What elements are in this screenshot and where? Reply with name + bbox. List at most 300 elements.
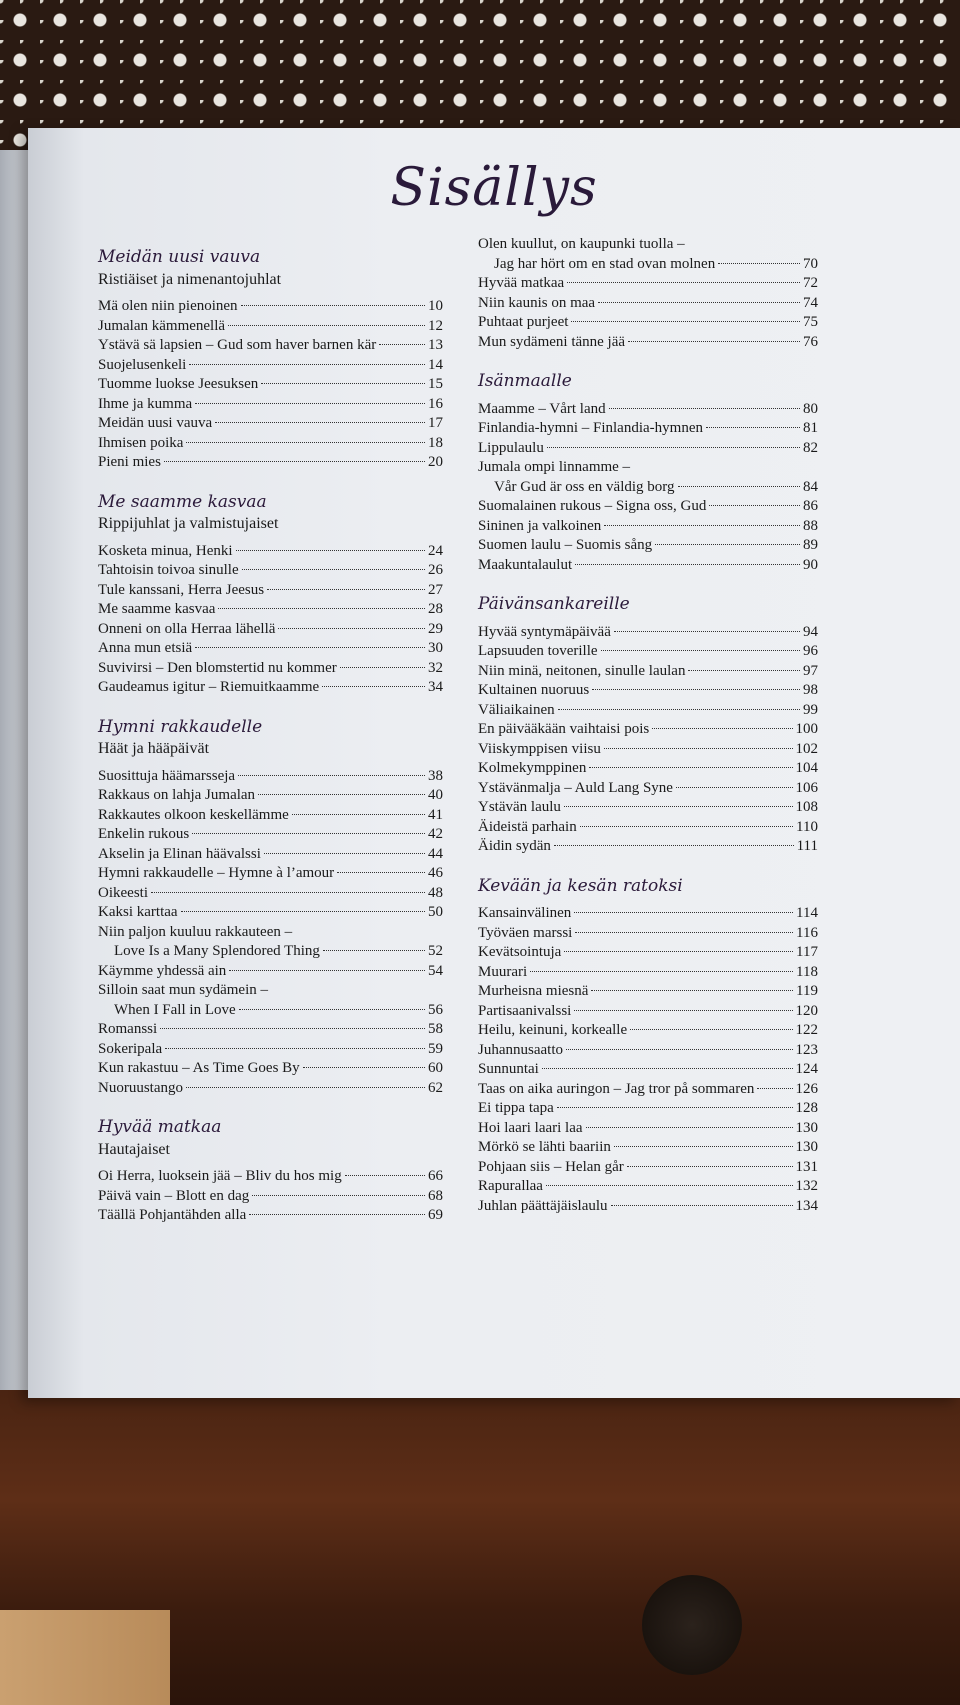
dot-leader bbox=[228, 325, 425, 326]
entry-title: Taas on aika auringon – Jag tror på sommaren bbox=[478, 1080, 755, 1097]
entry-title: Kaksi karttaa bbox=[98, 904, 178, 920]
page-number: 80 bbox=[803, 400, 818, 417]
page-number: 32 bbox=[428, 659, 443, 676]
toc-entry bbox=[98, 806, 443, 826]
entry-title: Ystävänmalja – Auld Lang Syne bbox=[478, 779, 673, 796]
entry-title: Vår Gud är oss en väldig borg bbox=[494, 478, 675, 495]
entry-title: Väliaikainen bbox=[478, 701, 555, 718]
entry-title: Nuoruustango bbox=[98, 1079, 183, 1096]
entry-title: Silloin saat mun sydämein – bbox=[98, 982, 268, 998]
toc-entry bbox=[98, 884, 443, 904]
toc-entry bbox=[478, 623, 818, 643]
entry-title: Kevätsointuja bbox=[478, 944, 562, 960]
page-number: 24 bbox=[428, 542, 443, 559]
entry-title: Meidän uusi vauva bbox=[98, 415, 213, 431]
entry-title: En päivääkään vaihtaisi pois bbox=[478, 721, 650, 737]
toc-entry bbox=[98, 395, 443, 415]
dot-leader bbox=[688, 670, 800, 671]
page-number: 110 bbox=[796, 818, 818, 835]
page-number: 40 bbox=[428, 787, 443, 803]
page-number: 88 bbox=[803, 517, 818, 534]
toc-entry bbox=[478, 1099, 818, 1119]
toc-entry bbox=[478, 1197, 818, 1217]
page-number: 30 bbox=[428, 640, 443, 656]
entry-title: Enkelin rukous bbox=[98, 826, 190, 842]
page-number: 81 bbox=[803, 420, 818, 436]
dot-leader bbox=[252, 1195, 425, 1196]
toc-entry bbox=[478, 924, 818, 944]
entry-title: Pieni mies bbox=[98, 454, 161, 470]
page-number: 58 bbox=[428, 1021, 443, 1037]
entry-title: Akselin ja Elinan häävalssi bbox=[98, 845, 261, 862]
toc-entry bbox=[478, 740, 818, 760]
toc-entry bbox=[98, 542, 443, 562]
toc-entry bbox=[478, 439, 818, 459]
toc-entry bbox=[478, 904, 818, 924]
toc-entry bbox=[478, 497, 818, 517]
dot-leader bbox=[379, 344, 425, 345]
toc-entry bbox=[478, 701, 818, 721]
dot-leader bbox=[628, 341, 800, 342]
page-number: 60 bbox=[428, 1060, 443, 1076]
dot-leader bbox=[258, 794, 425, 795]
entry-title: Rakkaus on lahja Jumalan bbox=[98, 787, 256, 803]
page-number: 94 bbox=[803, 623, 818, 640]
entry-title: Mörkö se lähti baariin bbox=[478, 1139, 611, 1155]
toc-entry bbox=[478, 235, 818, 255]
page-number: 42 bbox=[428, 826, 443, 842]
dot-leader bbox=[601, 650, 800, 651]
page-number: 111 bbox=[796, 838, 818, 854]
page-number: 46 bbox=[428, 865, 443, 881]
page-number: 48 bbox=[428, 884, 443, 901]
page-number: 124 bbox=[795, 1061, 818, 1077]
toc-section bbox=[478, 877, 818, 1217]
toc-entry bbox=[98, 620, 443, 640]
dot-leader bbox=[530, 971, 793, 972]
dot-leader bbox=[757, 1088, 792, 1089]
dot-leader bbox=[554, 845, 794, 846]
dot-leader bbox=[236, 550, 425, 551]
entry-title: Murheisna miesnä bbox=[478, 983, 589, 999]
page-number: 114 bbox=[796, 905, 818, 921]
page-number: 12 bbox=[428, 317, 443, 334]
page-number: 14 bbox=[428, 356, 443, 373]
dot-leader bbox=[337, 872, 425, 873]
toc-entry bbox=[478, 837, 818, 857]
page-number: 100 bbox=[795, 721, 818, 737]
entry-title: Hymni rakkaudelle – Hymne à l’amour bbox=[98, 865, 335, 881]
dot-leader bbox=[218, 608, 425, 609]
entry-title: Suojelusenkeli bbox=[98, 356, 187, 373]
entry-title: Onneni on olla Herraa lähellä bbox=[98, 620, 276, 637]
entry-title: Gaudeamus igitur – Riemuitkaamme bbox=[98, 679, 320, 695]
entry-title: Love Is a Many Splendored Thing bbox=[114, 943, 320, 959]
page-number: 70 bbox=[803, 255, 818, 272]
toc-entry bbox=[478, 1138, 818, 1158]
page-number: 90 bbox=[803, 556, 818, 573]
page-number: 97 bbox=[803, 662, 818, 679]
entry-title: Heilu, keinuni, korkealle bbox=[478, 1022, 628, 1038]
page-number: 120 bbox=[795, 1002, 818, 1019]
dot-leader bbox=[627, 1166, 793, 1167]
toc-entry bbox=[478, 1080, 818, 1100]
toc-entry bbox=[478, 779, 818, 799]
entry-title: Maakuntalaulut bbox=[478, 556, 573, 573]
toc-entry bbox=[478, 642, 818, 662]
entry-title: Oikeesti bbox=[98, 884, 148, 901]
toc-entry bbox=[98, 845, 443, 865]
toc-entry bbox=[478, 720, 818, 740]
page-number: 132 bbox=[795, 1178, 818, 1194]
toc-entry bbox=[98, 375, 443, 395]
dot-leader bbox=[542, 1068, 793, 1069]
page-number: 89 bbox=[803, 537, 818, 553]
dot-leader bbox=[586, 1127, 793, 1128]
toc-entry bbox=[478, 1119, 818, 1139]
dot-leader bbox=[303, 1067, 425, 1068]
toc-entry bbox=[98, 678, 443, 698]
page-number: 59 bbox=[428, 1040, 443, 1057]
page-number: 17 bbox=[428, 415, 443, 431]
dot-leader bbox=[678, 486, 800, 487]
dot-leader bbox=[186, 442, 425, 443]
toc-section bbox=[98, 493, 443, 698]
entry-title: Mä olen niin pienoinen bbox=[98, 298, 238, 314]
page-number: 68 bbox=[428, 1187, 443, 1204]
dot-leader bbox=[652, 728, 792, 729]
dot-leader bbox=[547, 447, 800, 448]
floor bbox=[0, 1610, 170, 1705]
page-number: 131 bbox=[795, 1158, 818, 1175]
entry-title: Anna mun etsiä bbox=[98, 640, 193, 656]
toc-entry bbox=[98, 864, 443, 884]
dot-leader bbox=[564, 951, 793, 952]
page-number: 50 bbox=[428, 904, 443, 920]
page-number: 26 bbox=[428, 562, 443, 578]
entry-title: Partisaanivalssi bbox=[478, 1002, 572, 1019]
entry-title: Käymme yhdessä ain bbox=[98, 962, 227, 979]
section-subtitle: Rippijuhlat ja valmistujaiset bbox=[98, 515, 279, 532]
page-number: 10 bbox=[428, 298, 443, 314]
entry-title: Päivä vain – Blott en dag bbox=[98, 1187, 250, 1204]
page-number: 52 bbox=[428, 943, 443, 959]
toc-entry bbox=[98, 336, 443, 356]
page-number: 34 bbox=[428, 679, 443, 695]
dot-leader bbox=[609, 408, 800, 409]
toc-entry bbox=[98, 1079, 443, 1099]
toc-entry bbox=[478, 759, 818, 779]
toc-entry bbox=[98, 1187, 443, 1207]
toc-entry bbox=[478, 274, 818, 294]
dot-leader bbox=[195, 647, 425, 648]
dot-leader bbox=[181, 911, 425, 912]
toc-entry bbox=[478, 963, 818, 983]
dot-leader bbox=[566, 1049, 793, 1050]
dot-leader bbox=[630, 1029, 792, 1030]
entry-title: Oi Herra, luoksein jää – Bliv du hos mig bbox=[98, 1168, 342, 1184]
dot-leader bbox=[575, 564, 800, 565]
entry-title: Niin minä, neitonen, sinulle laulan bbox=[478, 662, 686, 679]
toc-section bbox=[98, 1118, 443, 1226]
page-number: 116 bbox=[796, 924, 818, 941]
entry-title: Ei tippa tapa bbox=[478, 1100, 554, 1116]
toc-entry bbox=[478, 536, 818, 556]
entry-title: Kolmekymppinen bbox=[478, 760, 587, 776]
page-number: 75 bbox=[803, 314, 818, 330]
section-subtitle: Ristiäiset ja nimenantojuhlat bbox=[98, 270, 282, 288]
dot-leader bbox=[718, 263, 800, 264]
dot-leader bbox=[261, 383, 425, 384]
page-number: 44 bbox=[428, 845, 443, 862]
entry-title: Tuomme luokse Jeesuksen bbox=[98, 376, 259, 392]
entry-title: Ystävä sä lapsien – Gud som haver barnen kär bbox=[98, 337, 377, 353]
entry-title: Niin kaunis on maa bbox=[478, 294, 596, 311]
entry-title: Suomen laulu – Suomis sång bbox=[478, 537, 653, 553]
page-number: 122 bbox=[795, 1022, 818, 1038]
page-number: 54 bbox=[428, 962, 443, 979]
entry-title: Juhannusaatto bbox=[478, 1041, 563, 1058]
toc-entry bbox=[478, 662, 818, 682]
dot-leader bbox=[322, 686, 425, 687]
entry-title: Viiskymppisen viisu bbox=[478, 740, 601, 757]
dot-leader bbox=[546, 1185, 793, 1186]
dot-leader bbox=[706, 427, 800, 428]
toc-entry bbox=[98, 903, 443, 923]
entry-title: Suosittuja häämarsseja bbox=[98, 767, 236, 784]
toc-entry bbox=[478, 982, 818, 1002]
dot-leader bbox=[186, 1087, 425, 1088]
toc-entry bbox=[98, 1040, 443, 1060]
page-number: 76 bbox=[803, 333, 818, 350]
toc-entry bbox=[98, 600, 443, 620]
page-number: 106 bbox=[795, 779, 818, 796]
page-number: 86 bbox=[803, 498, 818, 514]
entry-title: Kun rakastuu – As Time Goes By bbox=[98, 1060, 300, 1076]
entry-title: Täällä Pohjantähden alla bbox=[98, 1207, 247, 1223]
page-number: 28 bbox=[428, 601, 443, 617]
page-number: 72 bbox=[803, 275, 818, 291]
entry-title: Tahtoisin toivoa sinulle bbox=[98, 562, 239, 578]
page-number: 126 bbox=[795, 1080, 818, 1097]
dot-leader bbox=[241, 305, 425, 306]
toc-entry bbox=[98, 923, 443, 943]
entry-title: Puhtaat purjeet bbox=[478, 314, 569, 330]
toc-entry bbox=[98, 1167, 443, 1187]
entry-title: Rapurallaa bbox=[478, 1178, 543, 1194]
entry-title: Muurari bbox=[478, 963, 528, 980]
entry-title: Jag har hört om en stad ovan molnen bbox=[494, 255, 716, 272]
page-number: 13 bbox=[428, 337, 443, 353]
page-number: 62 bbox=[428, 1079, 443, 1096]
entry-title: Äidin sydän bbox=[478, 838, 551, 854]
entry-title: Juhlan päättäjäislaulu bbox=[478, 1197, 608, 1214]
dot-leader bbox=[591, 990, 793, 991]
section-subtitle: Häät ja hääpäivät bbox=[98, 740, 210, 757]
dot-leader bbox=[229, 970, 425, 971]
entry-title: Me saamme kasvaa bbox=[98, 601, 216, 617]
dot-leader bbox=[192, 833, 425, 834]
dot-leader bbox=[264, 853, 425, 854]
section-subtitle: Hautajaiset bbox=[98, 1140, 170, 1158]
dot-leader bbox=[242, 569, 425, 570]
dot-leader bbox=[571, 321, 800, 322]
dot-leader bbox=[345, 1175, 425, 1176]
toc-entry bbox=[478, 943, 818, 963]
toc-section bbox=[98, 248, 443, 473]
dot-leader bbox=[340, 667, 425, 668]
entry-title: Jumala ompi linnamme – bbox=[478, 459, 631, 475]
page-number: 99 bbox=[803, 701, 818, 718]
entry-title: Tule kanssani, Herra Jeesus bbox=[98, 581, 265, 598]
dot-leader bbox=[278, 628, 425, 629]
entry-title: Hoi laari laari laa bbox=[478, 1119, 583, 1136]
dot-leader bbox=[709, 505, 800, 506]
dot-leader bbox=[249, 1214, 425, 1215]
page-number: 38 bbox=[428, 767, 443, 784]
page-number: 108 bbox=[795, 799, 818, 815]
page-number: 29 bbox=[428, 620, 443, 637]
page-number: 15 bbox=[428, 376, 443, 392]
dot-leader bbox=[604, 748, 793, 749]
page-number: 117 bbox=[796, 944, 818, 960]
toc-entry bbox=[478, 255, 818, 275]
toc-entry bbox=[478, 517, 818, 537]
dot-leader bbox=[558, 709, 800, 710]
toc-entry bbox=[478, 419, 818, 439]
dot-leader bbox=[215, 422, 425, 423]
entry-title: Ystävän laulu bbox=[478, 799, 561, 815]
toc-section bbox=[98, 718, 443, 1099]
entry-title: Ihme ja kumma bbox=[98, 395, 193, 412]
entry-title: Hyvää syntymäpäivää bbox=[478, 623, 611, 640]
dot-leader bbox=[575, 932, 793, 933]
dot-leader bbox=[589, 767, 792, 768]
dot-leader bbox=[655, 544, 800, 545]
page-number: 98 bbox=[803, 682, 818, 698]
page-number: 84 bbox=[803, 478, 818, 495]
toc-entry bbox=[98, 453, 443, 473]
toc-entry bbox=[98, 434, 443, 454]
page-number: 56 bbox=[428, 1001, 443, 1018]
dot-leader bbox=[292, 814, 425, 815]
toc-entry bbox=[98, 942, 443, 962]
dot-leader bbox=[160, 1028, 425, 1029]
dot-leader bbox=[151, 892, 425, 893]
toc-entry bbox=[478, 313, 818, 333]
section-title: Me saamme kasvaa bbox=[98, 491, 267, 512]
toc-section bbox=[478, 372, 818, 575]
dot-leader bbox=[604, 525, 800, 526]
entry-title: Jumalan kämmenellä bbox=[98, 317, 226, 334]
entry-title: Rakkautes olkoon keskellämme bbox=[98, 806, 289, 823]
toc-entry bbox=[98, 581, 443, 601]
dot-leader bbox=[189, 364, 425, 365]
toc-entry bbox=[98, 1020, 443, 1040]
dot-leader bbox=[239, 1009, 425, 1010]
page-title: Sisällys bbox=[390, 158, 598, 218]
dot-leader bbox=[614, 631, 800, 632]
page-number: 123 bbox=[795, 1041, 818, 1058]
toc-entry bbox=[478, 818, 818, 838]
toc-entry bbox=[98, 1001, 443, 1021]
page-number: 128 bbox=[795, 1100, 818, 1116]
toc-entry bbox=[98, 1059, 443, 1079]
entry-title: Lippulaulu bbox=[478, 439, 544, 456]
entry-title: Kansainvälinen bbox=[478, 905, 572, 921]
toc-entry bbox=[98, 297, 443, 317]
page-number: 41 bbox=[428, 806, 443, 823]
dot-leader bbox=[164, 461, 425, 462]
entry-title: Kultainen nuoruus bbox=[478, 682, 590, 698]
entry-title: Mun sydämeni tänne jää bbox=[478, 333, 626, 350]
entry-title: Kosketa minua, Henki bbox=[98, 542, 233, 559]
page-number: 118 bbox=[796, 963, 818, 980]
dot-leader bbox=[238, 775, 425, 776]
section-title: Isänmaalle bbox=[478, 371, 572, 391]
dot-leader bbox=[574, 1010, 792, 1011]
page-number: 66 bbox=[428, 1168, 443, 1184]
page-number: 119 bbox=[796, 983, 818, 999]
entry-title: Pohjaan siis – Helan går bbox=[478, 1158, 624, 1175]
toc-entry bbox=[478, 798, 818, 818]
entry-title: Suomalainen rukous – Signa oss, Gud bbox=[478, 498, 707, 514]
section-title: Päivänsankareille bbox=[478, 594, 630, 614]
toc-entry bbox=[98, 659, 443, 679]
dot-leader bbox=[564, 806, 793, 807]
entry-title: Hyvää matkaa bbox=[478, 275, 565, 291]
toc-entry bbox=[478, 1060, 818, 1080]
dot-leader bbox=[676, 787, 793, 788]
dot-leader bbox=[267, 589, 425, 590]
toc-right-column bbox=[478, 235, 818, 1216]
dot-leader bbox=[611, 1205, 793, 1206]
dot-leader bbox=[567, 282, 800, 283]
toc-entry bbox=[478, 556, 818, 576]
entry-title: Työväen marssi bbox=[478, 924, 573, 941]
section-title: Hyvää matkaa bbox=[98, 1117, 222, 1137]
toc-entry bbox=[98, 767, 443, 787]
page-number: 27 bbox=[428, 581, 443, 598]
page-number: 102 bbox=[795, 740, 818, 757]
toc-entry bbox=[98, 962, 443, 982]
toc-entry bbox=[478, 458, 818, 478]
toc-entry bbox=[98, 561, 443, 581]
toc-section bbox=[478, 595, 818, 857]
page-number: 69 bbox=[428, 1207, 443, 1223]
toc-entry bbox=[478, 1002, 818, 1022]
entry-title: Suvivirsi – Den blomstertid nu kommer bbox=[98, 659, 337, 676]
table-knob bbox=[642, 1575, 742, 1675]
book-spine bbox=[0, 150, 30, 1390]
page-number: 74 bbox=[803, 294, 818, 311]
page-number: 96 bbox=[803, 643, 818, 659]
toc-entry bbox=[478, 294, 818, 314]
page-number: 82 bbox=[803, 439, 818, 456]
entry-title: Sokeripala bbox=[98, 1040, 163, 1057]
page-number: 20 bbox=[428, 454, 443, 470]
toc-section bbox=[478, 235, 818, 352]
toc-left-column bbox=[98, 248, 443, 1226]
dot-leader bbox=[592, 689, 800, 690]
page-number: 18 bbox=[428, 434, 443, 451]
entry-title: Sininen ja valkoinen bbox=[478, 517, 602, 534]
entry-title: Äideistä parhain bbox=[478, 818, 577, 835]
toc-entry bbox=[98, 317, 443, 337]
section-title: Hymni rakkaudelle bbox=[98, 716, 263, 737]
toc-entry bbox=[98, 786, 443, 806]
entry-title: Sunnuntai bbox=[478, 1061, 539, 1077]
